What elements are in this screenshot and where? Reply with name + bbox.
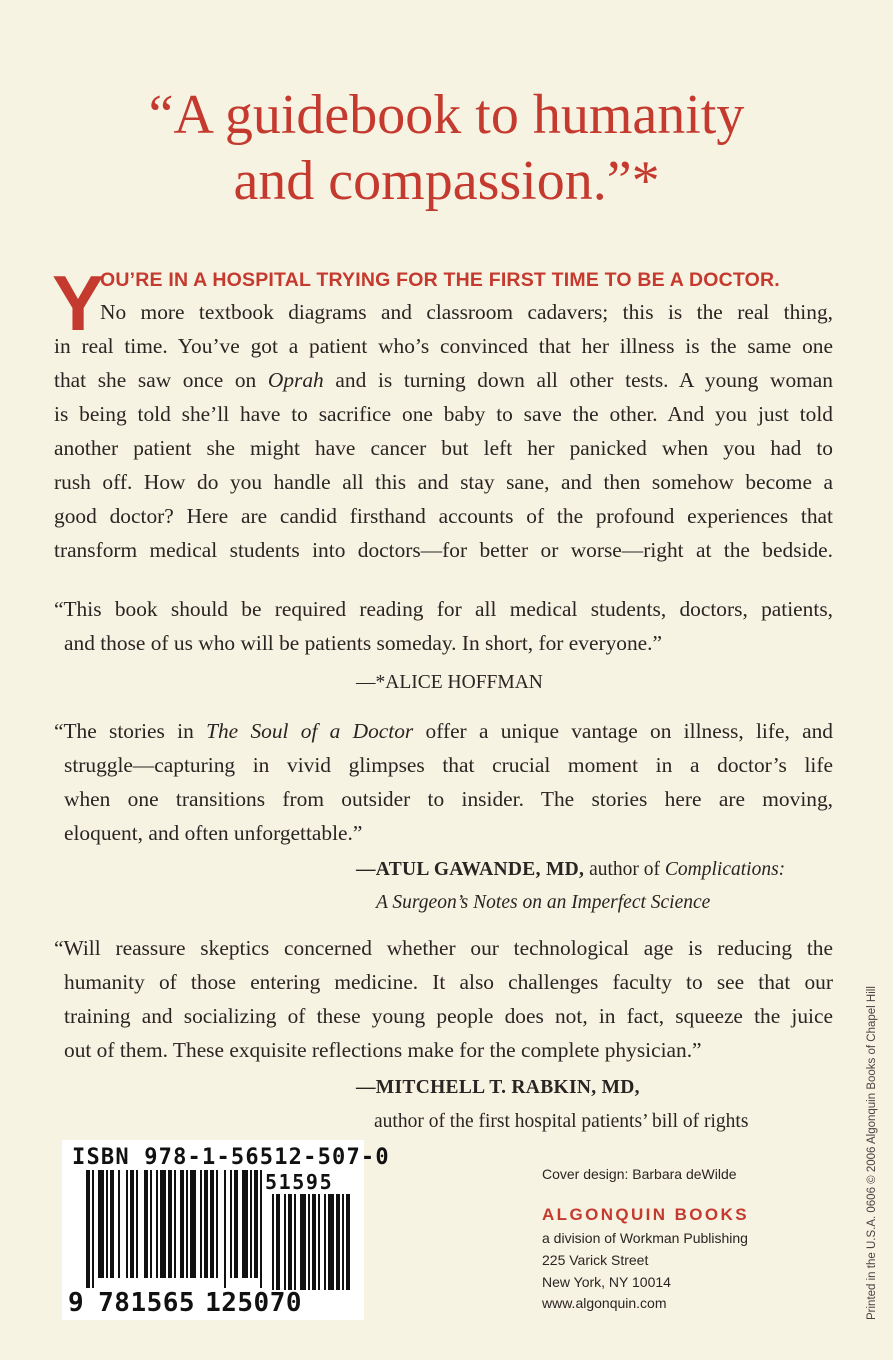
barcode-bar [106, 1170, 108, 1278]
quote-attribution-book: A Surgeon’s Notes on an Imperfect Science [376, 892, 711, 913]
barcode-bar [86, 1170, 90, 1288]
oprah-title: Oprah [267, 368, 324, 392]
addon-bar [346, 1194, 350, 1290]
barcode-bar [216, 1170, 218, 1278]
addon-bar [312, 1194, 316, 1290]
barcode-bar [186, 1170, 188, 1278]
price-code: 51595 [265, 1170, 334, 1194]
quote-attribution-desc: author of the first hospital patients’ bill of rights [374, 1111, 749, 1132]
quote-line: humanity of those entering medicine. It also challenges faculty to see that our [64, 970, 833, 994]
barcode-bar [204, 1170, 208, 1278]
publisher-website: www.algonquin.com [542, 1295, 667, 1311]
intro-line: in real time. You’ve got a patient who’s convinced that her illness is the same one [54, 334, 833, 358]
quote-line: when one transitions from outsider to insider. The stories here are moving, [64, 787, 833, 811]
addon-bars [272, 1194, 350, 1290]
quote-line: struggle—capturing in vivid glimpses that crucial moment in a doctor’s life [64, 753, 833, 777]
quote-line: out of them. These exquisite reflections make for the complete physician.” [64, 1038, 702, 1062]
barcode-bar [250, 1170, 252, 1278]
barcode-bar [174, 1170, 176, 1278]
addon-bar [342, 1194, 344, 1290]
quote-line: “The stories in The Soul of a Doctor offer a unique vantage on illness, life, and [54, 719, 833, 743]
addon-bar [324, 1194, 326, 1290]
ean-bars [86, 1170, 262, 1288]
barcode-bar [210, 1170, 214, 1278]
barcode-bar [190, 1170, 196, 1278]
barcode-bar [224, 1170, 226, 1288]
book-title: The Soul of a Doctor [206, 719, 414, 743]
addon-bar [284, 1194, 286, 1290]
barcode-bar [118, 1170, 120, 1278]
barcode-bar [260, 1170, 262, 1288]
barcode-bar [126, 1170, 128, 1278]
isbn-label: ISBN 978-1-56512-507-0 [72, 1145, 390, 1170]
addon-bar [336, 1194, 340, 1290]
intro-line: rush off. How do you handle all this and stay sane, and then somehow become a [54, 470, 833, 494]
publisher-name: ALGONQUIN BOOKS [542, 1205, 749, 1224]
barcode-bar [242, 1170, 248, 1278]
drop-cap: Y [52, 259, 105, 347]
intro-line: is being told she’ll have to sacrifice one baby to save the other. And you just told [54, 402, 833, 426]
barcode-graphic [86, 1170, 356, 1290]
barcode-bar [160, 1170, 166, 1278]
quote-line: “Will reassure skeptics concerned whether our technological age is reducing the [54, 936, 833, 960]
barcode-bar [180, 1170, 184, 1278]
barcode-bar [144, 1170, 148, 1278]
barcode-bar [150, 1170, 152, 1278]
addon-bar [308, 1194, 310, 1290]
intro-line: another patient she might have cancer but left her panicked when you had to [54, 436, 833, 460]
quote-line: “This book should be required reading for all medical students, doctors, patients, [54, 597, 833, 621]
barcode-bar [200, 1170, 202, 1278]
barcode-bar [130, 1170, 134, 1278]
publisher-city: New York, NY 10014 [542, 1274, 671, 1290]
headline [0, 82, 893, 214]
intro-line: that she saw once on Oprah and is turning down all other tests. A young woman [54, 368, 833, 392]
headline-line-1: “A guidebook to humanity [148, 84, 745, 146]
barcode-bar [168, 1170, 172, 1278]
quote-line: training and socializing of these young people does not, in fact, squeeze the juice [64, 1004, 833, 1028]
printing-note: Printed in the U.S.A. 0606 © 2006 Algonquin Books of Chapel Hill [866, 986, 878, 1320]
addon-bar [288, 1194, 292, 1290]
addon-bar [328, 1194, 334, 1290]
barcode-digits: 9 781565 125070 [68, 1288, 302, 1318]
barcode-bar [156, 1170, 158, 1278]
barcode-bar [254, 1170, 258, 1278]
quote-line: eloquent, and often unforgettable.” [64, 821, 363, 845]
quote-line: and those of us who will be patients someday. In short, for everyone.” [64, 631, 662, 655]
barcode-bar [98, 1170, 104, 1278]
barcode-bar [136, 1170, 138, 1278]
barcode-bar [234, 1170, 238, 1278]
addon-bar [276, 1194, 280, 1290]
barcode-bar [110, 1170, 114, 1278]
intro-line: No more textbook diagrams and classroom cadavers; this is the real thing, [100, 300, 833, 324]
intro-lead: OU’RE IN A HOSPITAL TRYING FOR THE FIRST TIME TO BE A DOCTOR. [100, 269, 780, 291]
addon-bar [300, 1194, 306, 1290]
headline-line-2: and compassion.”* [233, 150, 660, 212]
cover-design-credit: Cover design: Barbara deWilde [542, 1166, 737, 1182]
intro-line: transform medical students into doctors—for better or worse—right at the bedside. [54, 538, 833, 562]
publisher-division: a division of Workman Publishing [542, 1230, 748, 1246]
quote-attribution: —*ALICE HOFFMAN [356, 672, 543, 693]
addon-bar [318, 1194, 320, 1290]
barcode-bar [92, 1170, 94, 1288]
addon-bar [294, 1194, 296, 1290]
quote-attribution: —MITCHELL T. RABKIN, MD, [356, 1077, 640, 1098]
publisher-street: 225 Varick Street [542, 1252, 649, 1268]
quote-attribution: —ATUL GAWANDE, MD, author of Complications: [356, 859, 786, 880]
addon-bar [272, 1194, 274, 1290]
intro-line: good doctor? Here are candid firsthand accounts of the profound experiences that [54, 504, 833, 528]
barcode-bar [230, 1170, 232, 1278]
